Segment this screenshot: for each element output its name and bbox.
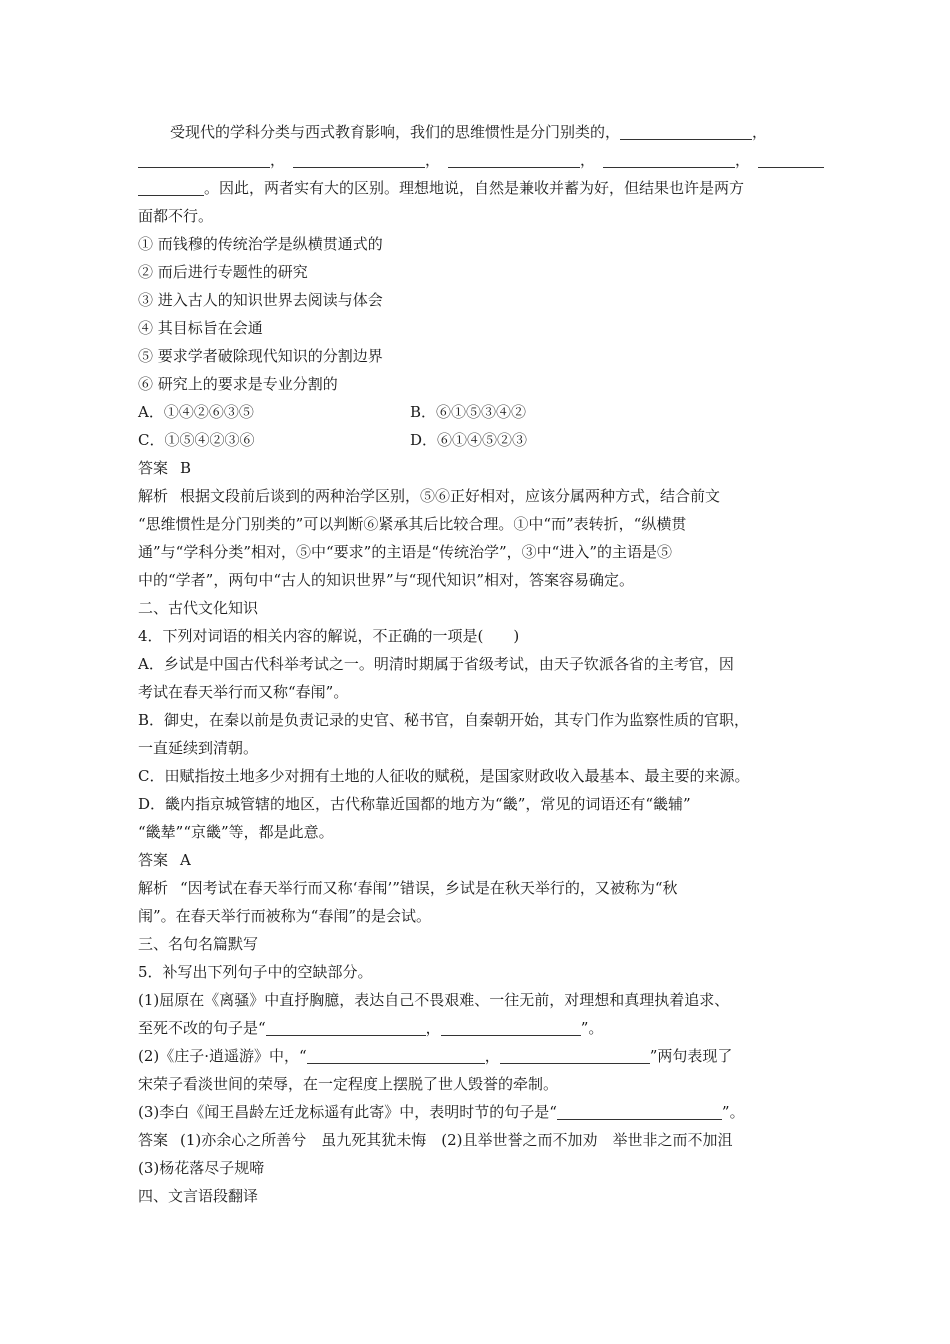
list-item: ⑤ 要求学者破除现代知识的分割边界: [138, 347, 383, 365]
question-stem: 4．下列对词语的相关内容的解说，不正确的一项是( ): [138, 627, 520, 645]
fill-blank[interactable]: [307, 1047, 485, 1064]
option-text: D．畿内指京城管辖的地区，古代称靠近国都的地方为“畿”，常见的词语还有“畿辅”: [138, 795, 691, 813]
fill-blank[interactable]: [500, 1047, 650, 1064]
sub-question: (1)屈原在《离骚》中直抒胸臆，表达自己不畏艰难、一往无前，对理想和真理执着追求、: [138, 991, 730, 1009]
answer-value: B: [180, 459, 192, 477]
section-title: 二、古代文化知识: [138, 599, 259, 617]
fill-blank[interactable]: [603, 151, 735, 168]
answer-line: [138, 454, 814, 482]
fill-blank[interactable]: [557, 1103, 722, 1120]
sub-question: (3)李白《闻王昌龄左迁龙标遥有此寄》中，表明时节的句子是“ ”。: [138, 1103, 745, 1121]
fill-blank[interactable]: [758, 151, 824, 168]
passage-line-1: 受现代的学科分类与西式教育影响，我们的思维惯性是分门别类的， ，: [170, 123, 768, 141]
answer-label: 答案: [138, 459, 169, 477]
fill-blank[interactable]: [138, 151, 270, 168]
section-title: 四、文言语段翻译: [138, 1187, 259, 1205]
fill-blank[interactable]: [620, 123, 752, 140]
option-text: 考试在春天举行而又称“春闱”。: [138, 683, 349, 701]
fill-blank[interactable]: [448, 151, 580, 168]
option-text: B．御史，在秦以前是负责记录的史官、秘书官，自秦朝开始，其专门作为监察性质的官职，: [138, 711, 750, 729]
passage-line-3: [138, 174, 814, 202]
document-page: [138, 118, 814, 1210]
option-d[interactable]: D．⑥①④⑤②③: [410, 431, 528, 449]
analysis-label: 解析: [138, 879, 169, 897]
answer-label: 答案: [138, 851, 169, 869]
option-c[interactable]: C．①⑤④②③⑥: [138, 431, 255, 449]
list-item: ⑥ 研究上的要求是专业分割的: [138, 375, 338, 393]
analysis-line: 通”与“学科分类”相对，⑤中“要求”的主语是“传统治学”，③中“进入”的主语是⑤: [138, 543, 673, 561]
analysis-line: 闱”。在春天举行而被称为“春闱”的是会试。: [138, 907, 432, 925]
passage-text: 面都不行。: [138, 207, 214, 225]
options-row: [138, 398, 814, 426]
answer-value: (1)亦余心之所善兮 虽九死其犹未悔 (2)且举世誉之而不加劝 举世非之而不加沮: [180, 1131, 733, 1149]
answer-value: A: [180, 851, 191, 869]
question-stem: 5．补写出下列句子中的空缺部分。: [138, 963, 373, 981]
option-text: A．乡试是中国古代科举考试之一。明清时期属于省级考试，由天子钦派各省的主考官，因: [138, 655, 734, 673]
sub-question: (2)《庄子·逍遥游》中，“ ， ”两句表现了: [138, 1047, 733, 1065]
fill-blank[interactable]: [293, 151, 425, 168]
sub-question: 至死不改的句子是“ ， ”。: [138, 1019, 604, 1037]
list-item: ② 而后进行专题性的研究: [138, 263, 308, 281]
answer-label: 答案: [138, 1131, 169, 1149]
passage-line-2: ， ， ， ，: [138, 146, 814, 174]
answer-line: [138, 846, 814, 874]
answer-line: [138, 1126, 814, 1154]
option-text: “畿辇”“京畿”等，都是此意。: [138, 823, 334, 841]
passage-text: 。因此，两者实有大的区别。理想地说，自然是兼收并蓄为好，但结果也许是两方: [204, 179, 745, 197]
analysis-label: 解析: [138, 487, 169, 505]
option-b[interactable]: B．⑥①⑤③④②: [410, 403, 527, 421]
answer-line: (3)杨花落尽子规啼: [138, 1159, 265, 1177]
options-row: [138, 426, 814, 454]
option-text: C．田赋指按土地多少对拥有土地的人征收的赋税，是国家财政收入最基本、最主要的来源。: [138, 767, 750, 785]
list-item: ① 而钱穆的传统治学是纵横贯通式的: [138, 235, 383, 253]
section-title: 三、名句名篇默写: [138, 935, 259, 953]
sub-question: 宋荣子看淡世间的荣辱，在一定程度上摆脱了世人毁誉的牵制。: [138, 1075, 559, 1093]
fill-blank[interactable]: [266, 1019, 426, 1036]
option-a[interactable]: A．①④②⑥③⑤: [138, 403, 254, 421]
fill-blank[interactable]: [138, 179, 204, 196]
analysis-line: 解析 “因考试在春天举行而又称‘春闱’”错误，乡试是在秋天举行的，又被称为“秋: [138, 879, 678, 897]
list-item: ④ 其目标旨在会通: [138, 319, 263, 337]
list-item: ③ 进入古人的知识世界去阅读与体会: [138, 291, 383, 309]
analysis-line: 解析 根据文段前后谈到的两种治学区别，⑤⑥正好相对，应该分属两种方式，结合前文: [138, 487, 721, 505]
passage-line-4: [138, 202, 814, 230]
analysis-line: “思维惯性是分门别类的”可以判断⑥紧承其后比较合理。①中“而”表转折，“纵横贯: [138, 515, 687, 533]
analysis-line: 中的“学者”，两句中“古人的知识世界”与“现代知识”相对，答案容易确定。: [138, 571, 635, 589]
fill-blank[interactable]: [441, 1019, 581, 1036]
passage-text: 受现代的学科分类与西式教育影响，我们的思维惯性是分门别类的，: [170, 123, 621, 141]
option-text: 一直延续到清朝。: [138, 739, 259, 757]
